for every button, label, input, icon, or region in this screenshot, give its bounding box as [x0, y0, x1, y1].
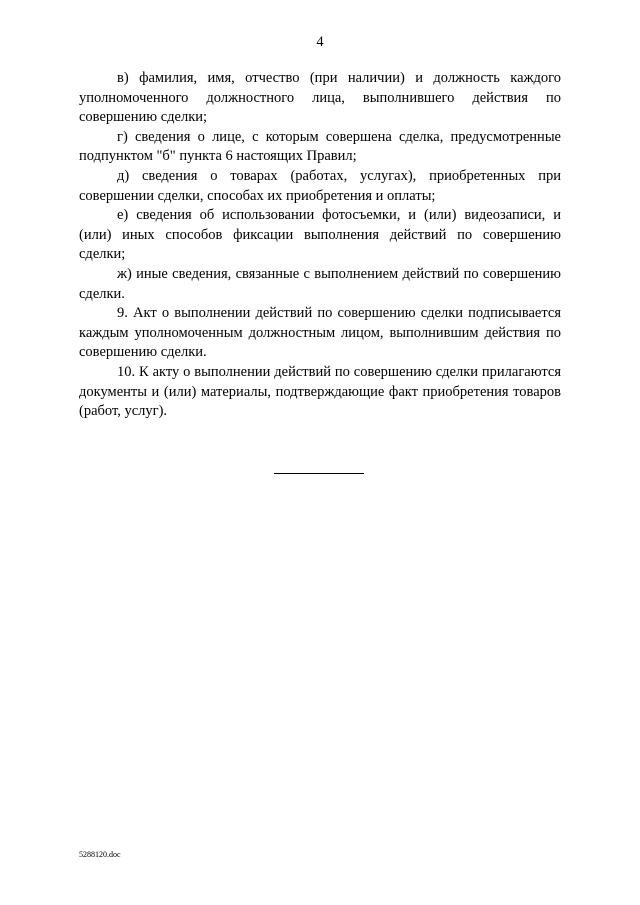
paragraph-g: г) сведения о лице, с которым совершена сделка, предусмотренные подпунктом "б" пункта 6 настоящих Правил; — [79, 128, 561, 165]
paragraph-d: д) сведения о товарах (работах, услугах), приобретенных при совершении сделки, способах их приобретения и оплаты; — [79, 167, 561, 204]
paragraph-10: 10. К акту о выполнении действий по совершению сделки прилагаются документы и (или) материалы, подтверждающие факт приобретения товаров (работ, услуг). — [79, 363, 561, 420]
paragraph-e: е) сведения об использовании фотосъемки, и (или) видеозаписи, и (или) иных способов фиксации выполнения действий по совершению сделки; — [79, 207, 561, 263]
paragraph-v: в) фамилия, имя, отчество (при наличии) и должность каждого уполномоченного должностного лица, выполнившего действия по совершению сделки; — [79, 70, 561, 126]
page-number: 4 — [316, 34, 324, 50]
paragraph-zh: ж) иные сведения, связанные с выполнением действий по совершению сделки. — [79, 265, 561, 302]
end-separator-line — [274, 473, 364, 474]
footer-doc-code: 5288120.doc — [79, 850, 121, 859]
paragraph-9: 9. Акт о выполнении действий по совершению сделки подписывается каждым уполномоченным должностным лицом, выполнившим действия по совершению сделки. — [79, 305, 561, 361]
document-body — [79, 69, 561, 422]
